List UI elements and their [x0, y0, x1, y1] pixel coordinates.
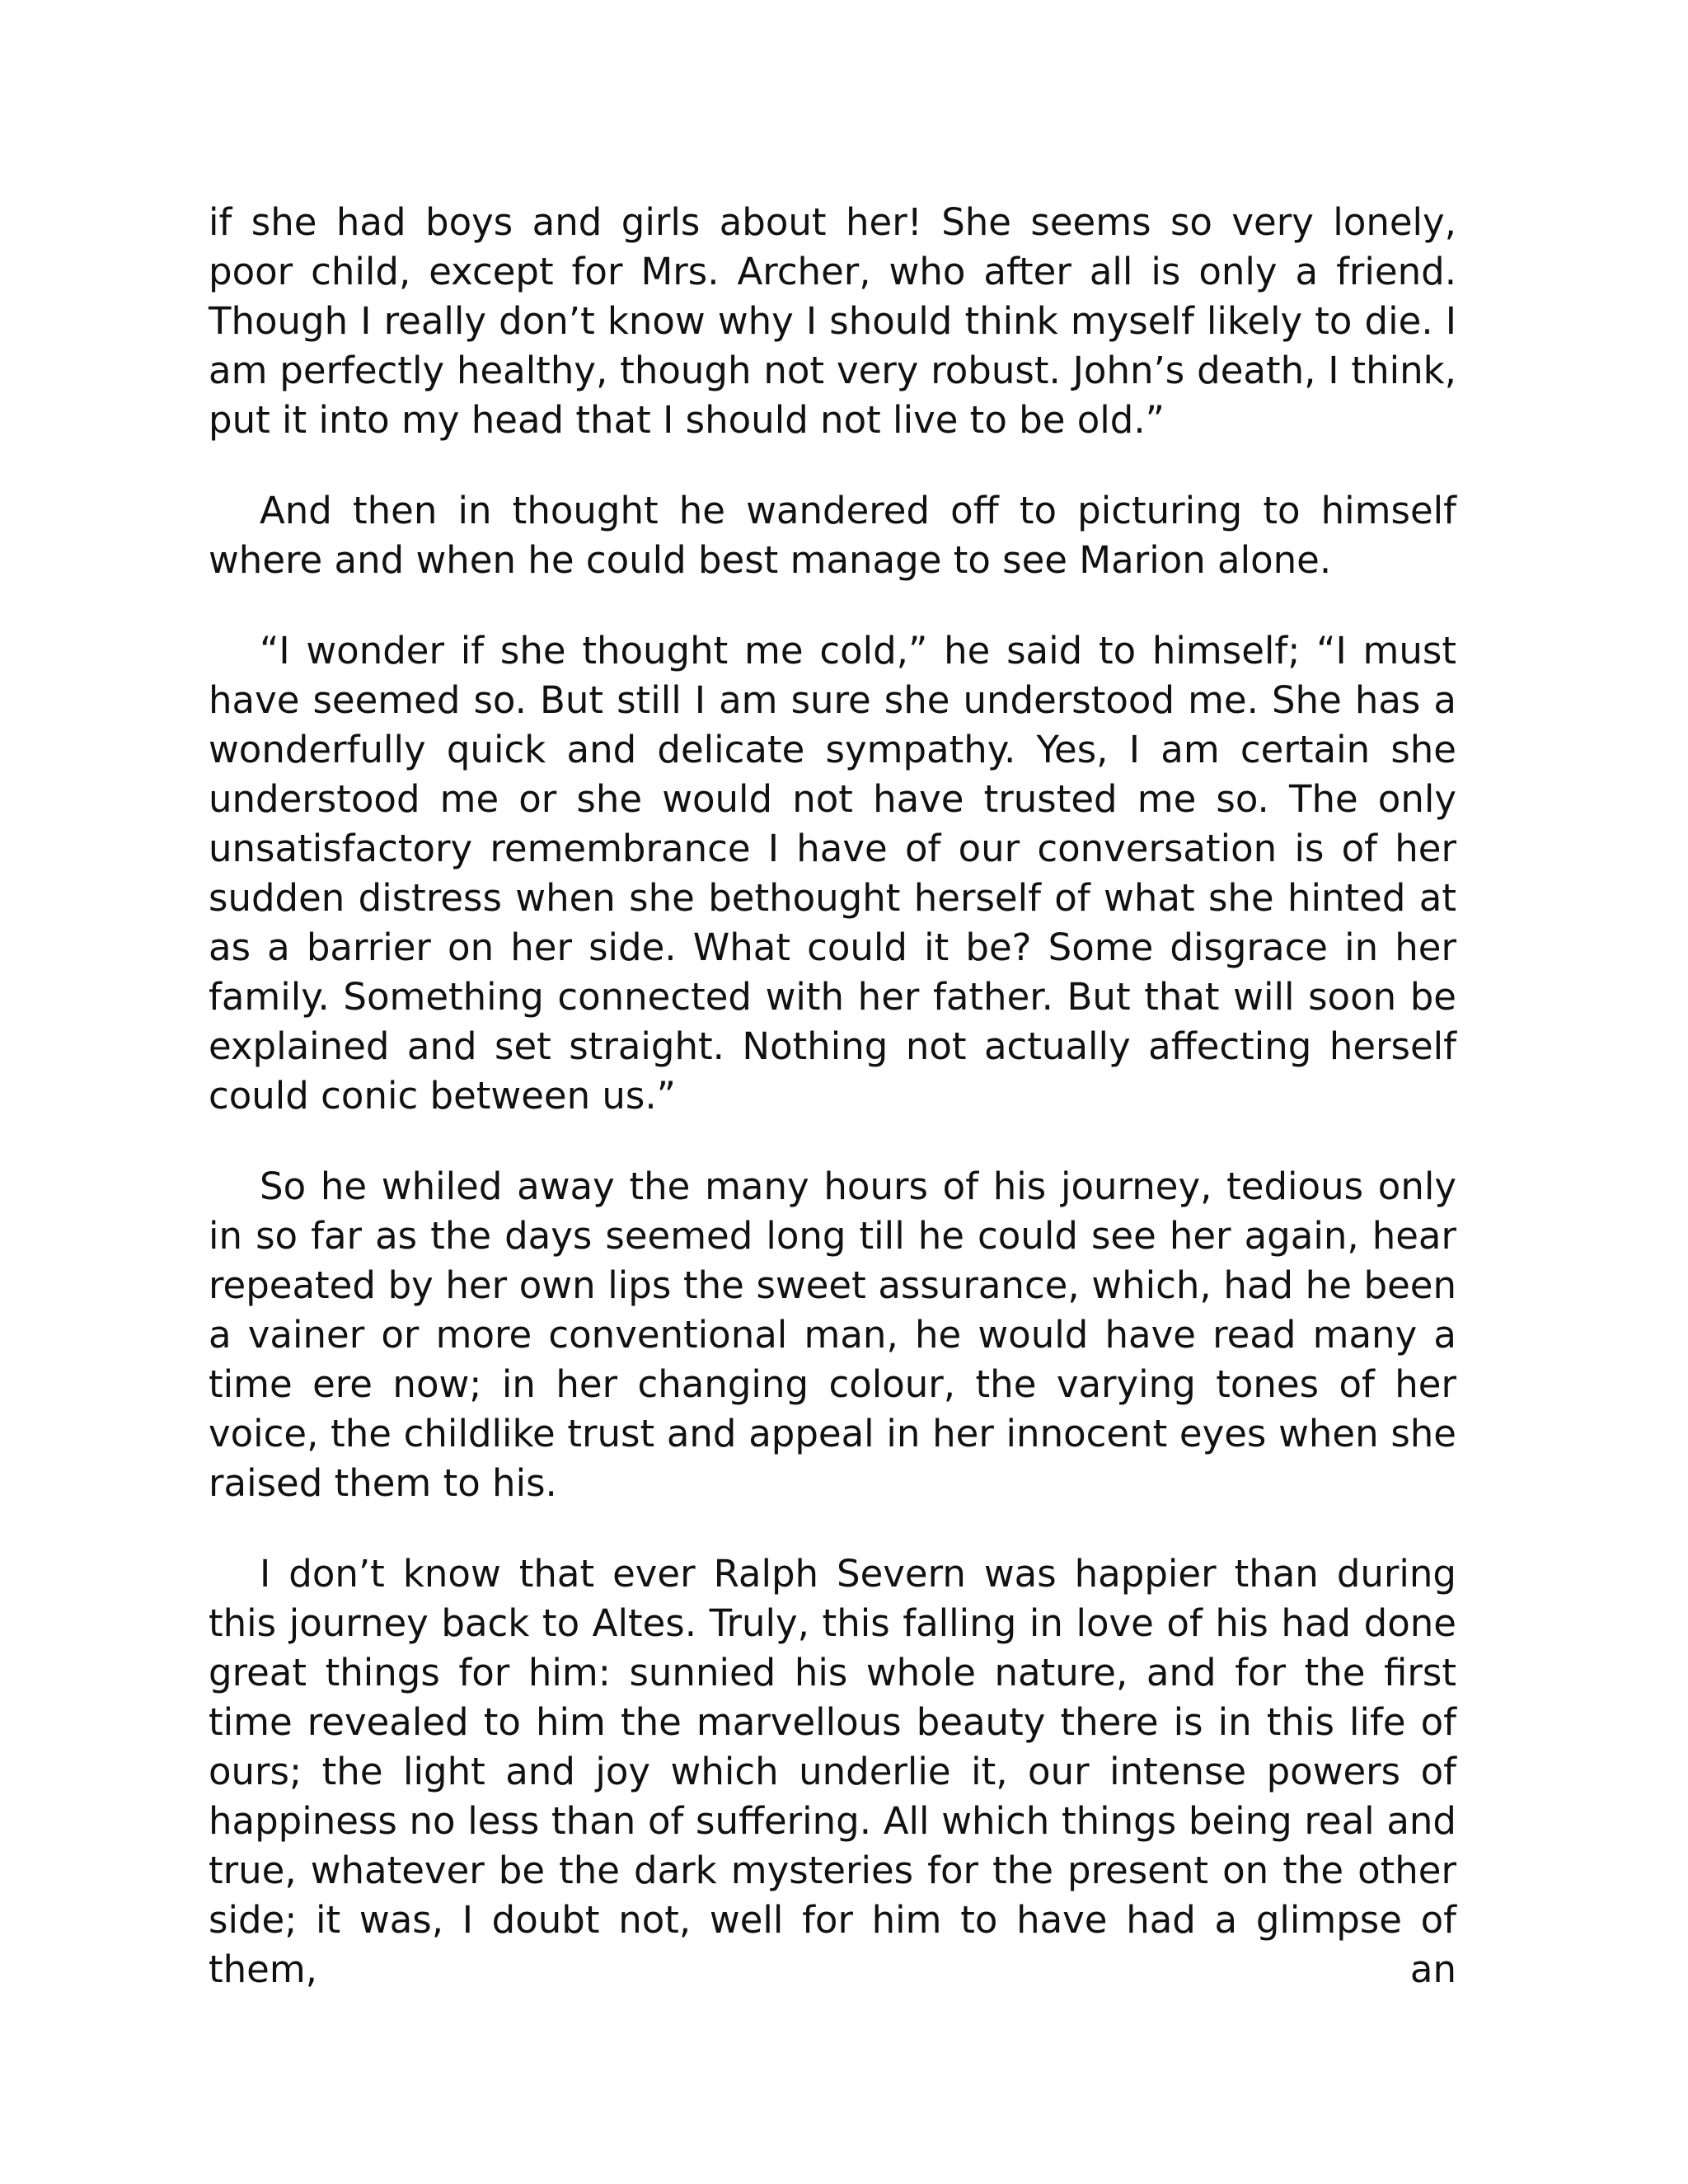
paragraph-5: I don’t know that ever Ralph Severn was happier than during this journey back to Altes. Truly, this falling in love of his had done great things for him: sunnied his whole nature, and for the first time revealed to him the marvellous beauty there is in this life of ours; the light and joy which underlie it, our intense powers of happiness no less than of suffering. All which things being real and true, whatever be the dark mysteries for the present on the other side; it was, I doubt not, well for him to have had a glimpse of them, an: [209, 1552, 1456, 1991]
paragraph-2: And then in thought he wandered off to picturing to himself where and when he could best manage to see Marion alone.: [209, 489, 1456, 582]
paragraph-1: if she had boys and girls about her! She seems so very lonely, poor child, except for Mrs. Archer, who after all is only a friend. Though I really don’t know why I should think myself likely to die. I am perfectly healthy, though not very robust. John’s death, I think, put it into my head that I should not live to be old.”: [209, 200, 1456, 442]
paragraph-4: So he whiled away the many hours of his journey, tedious only in so far as the days seemed long till he could see her again, hear repeated by her own lips the sweet assurance, which, had he been a vainer or more conventional man, he would have read many a time ere now; in her changing colour, the varying tones of her voice, the childlike trust and appeal in her innocent eyes when she raised them to his.: [209, 1165, 1456, 1505]
book-page: [209, 198, 1456, 1994]
paragraph-3: “I wonder if she thought me cold,” he said to himself; “I must have seemed so. But still I am sure she understood me. She has a wonderfully quick and delicate sympathy. Yes, I am certain she understood me or she would not have trusted me so. The only unsatisfactory remembrance I have of our conversation is of her sudden distress when she bethought herself of what she hinted at as a barrier on her side. What could it be? Some disgrace in her family. Something connected with her father. But that will soon be explained and set straight. Nothing not actually affecting herself could conic between us.”: [209, 629, 1456, 1118]
